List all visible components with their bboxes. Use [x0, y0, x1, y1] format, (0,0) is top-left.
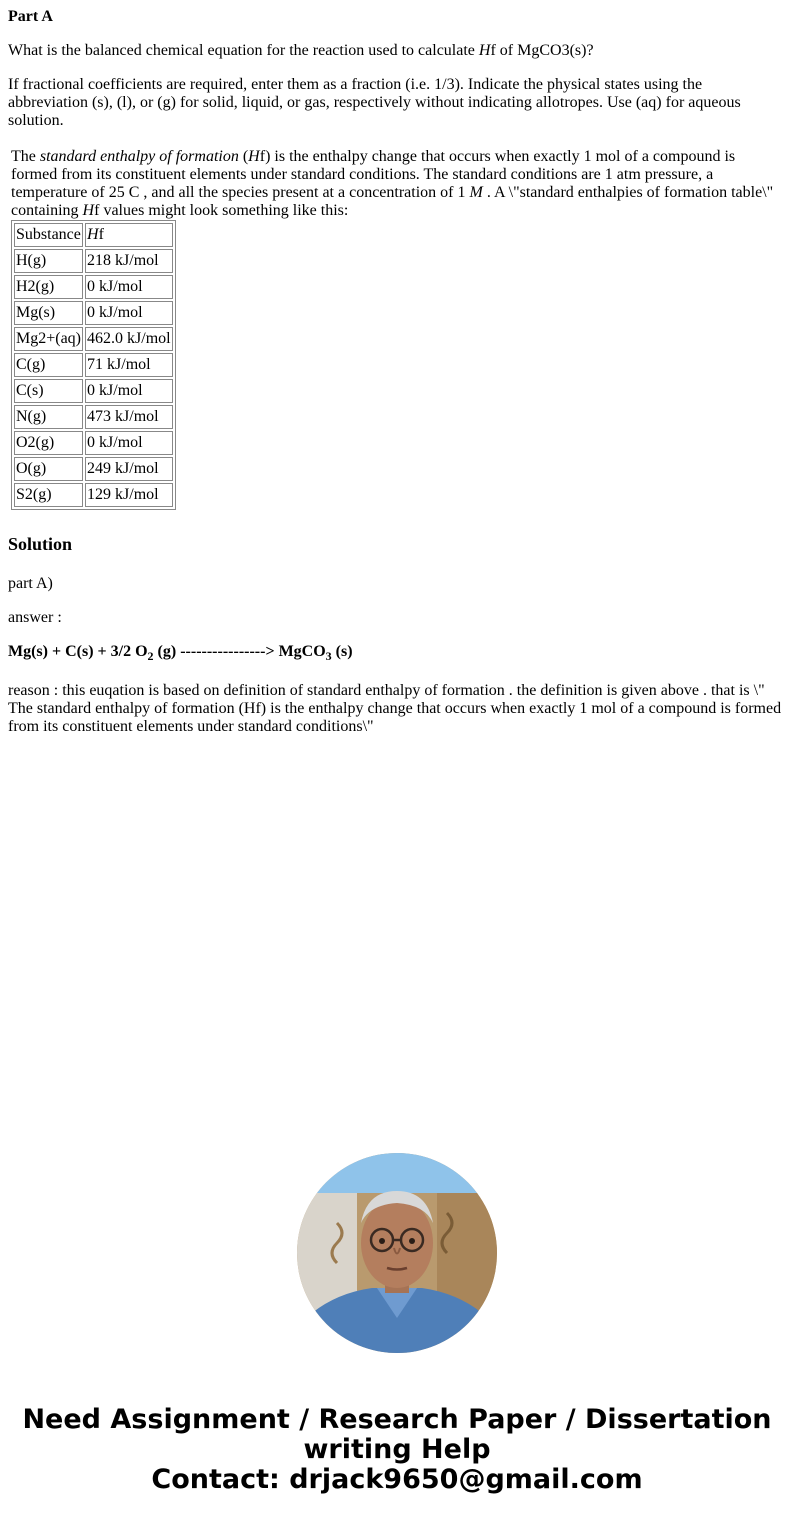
hf-value-cell: 218 kJ/mol — [85, 249, 173, 273]
eq-part-3: (s) — [331, 643, 353, 660]
substance-cell: H(g) — [14, 249, 83, 273]
table-row — [14, 353, 173, 377]
hf-value-cell: 0 kJ/mol — [85, 301, 173, 325]
info-text: . A \"standard enthalpies of formation table\" containing — [11, 184, 774, 219]
substance-cell: S2(g) — [14, 483, 83, 507]
table-row — [14, 457, 173, 481]
substance-cell: C(s) — [14, 379, 83, 403]
solution-heading: Solution — [8, 534, 73, 554]
header-hf — [85, 223, 173, 247]
substance-cell: O2(g) — [14, 431, 83, 455]
table-row — [14, 379, 173, 403]
part-label: part A) — [8, 575, 53, 592]
info-text: ( — [238, 148, 249, 165]
promo-footer — [0, 1405, 794, 1495]
info-paragraph — [11, 148, 781, 220]
instructions-paragraph: If fractional coefficients are required, enter them as a fraction (i.e. 1/3). Indicate the physical states using the abbreviation (s), (l), or (g) for solid, liquid, or gas, respectively without indicating allotropes. Use (aq) for aqueous solution. — [8, 76, 741, 129]
hf-value-cell: 0 kJ/mol — [85, 379, 173, 403]
prompt-text-2: f of MgCO3(s)? — [490, 42, 594, 59]
substance-cell: Mg(s) — [14, 301, 83, 325]
info-italic: H — [82, 202, 95, 219]
table-row — [14, 405, 173, 429]
hf-value-cell: 462.0 kJ/mol — [85, 327, 173, 351]
table-header-row — [14, 223, 173, 247]
table-row — [14, 327, 173, 351]
info-text: f) is the enthalpy change that occurs when exactly 1 mol of a compound is formed from its constituent elements under standard conditions. The standard conditions are 1 atm pressure, a temperature of 25 C , and all the species present at a concentration of 1 — [11, 148, 736, 201]
table-row — [14, 483, 173, 507]
table-row — [14, 431, 173, 455]
info-italic: M — [469, 184, 483, 201]
table-row — [14, 275, 173, 299]
info-italic: standard enthalpy of formation — [39, 148, 239, 165]
header-substance: Substance — [14, 223, 83, 247]
balanced-equation — [8, 643, 786, 664]
info-text: f values might look something like this: — [94, 202, 349, 219]
hf-value-cell: 249 kJ/mol — [85, 457, 173, 481]
eq-subscript-1: 2 — [147, 649, 154, 664]
hf-value-cell: 71 kJ/mol — [85, 353, 173, 377]
eq-subscript-2: 3 — [325, 649, 332, 664]
info-block — [11, 148, 781, 510]
promo-contact: Contact: drjack9650@gmail.com — [151, 1464, 643, 1495]
header-f: f — [98, 226, 104, 243]
substance-cell: C(g) — [14, 353, 83, 377]
info-italic: H — [248, 148, 260, 165]
hf-value-cell: 0 kJ/mol — [85, 275, 173, 299]
substance-cell: Mg2+(aq) — [14, 327, 83, 351]
promo-line-1: Need Assignment / Research Paper / Dissertation writing Help — [22, 1404, 772, 1465]
part-a-title: Part A — [8, 8, 53, 25]
reason-paragraph: reason : this euqation is based on definition of standard enthalpy of formation . the definition is given above . that is \" The standard enthalpy of formation (Hf) is the enthalpy change that occurs when exactly 1 mol of a compound is formed from its constituent elements under standard conditions\" — [8, 682, 782, 735]
header-h-italic: H — [87, 226, 99, 243]
substance-cell: O(g) — [14, 457, 83, 481]
info-text: The — [11, 148, 40, 165]
hf-value-cell: 0 kJ/mol — [85, 431, 173, 455]
avatar-portrait — [297, 1153, 497, 1353]
table-row — [14, 301, 173, 325]
author-avatar — [297, 1153, 497, 1353]
enthalpy-table — [11, 220, 176, 510]
hf-value-cell: 129 kJ/mol — [85, 483, 173, 507]
question-prompt — [8, 42, 786, 60]
prompt-text-1: What is the balanced chemical equation for the reaction used to calculate — [8, 42, 479, 59]
prompt-h-italic: H — [478, 42, 491, 59]
eq-part-1: Mg(s) + C(s) + 3/2 O — [8, 643, 148, 660]
table-row — [14, 249, 173, 273]
eq-part-2: (g) ----------------> MgCO — [153, 643, 326, 660]
hf-value-cell: 473 kJ/mol — [85, 405, 173, 429]
substance-cell: N(g) — [14, 405, 83, 429]
substance-cell: H2(g) — [14, 275, 83, 299]
answer-label: answer : — [8, 609, 62, 626]
document-content — [8, 8, 786, 736]
